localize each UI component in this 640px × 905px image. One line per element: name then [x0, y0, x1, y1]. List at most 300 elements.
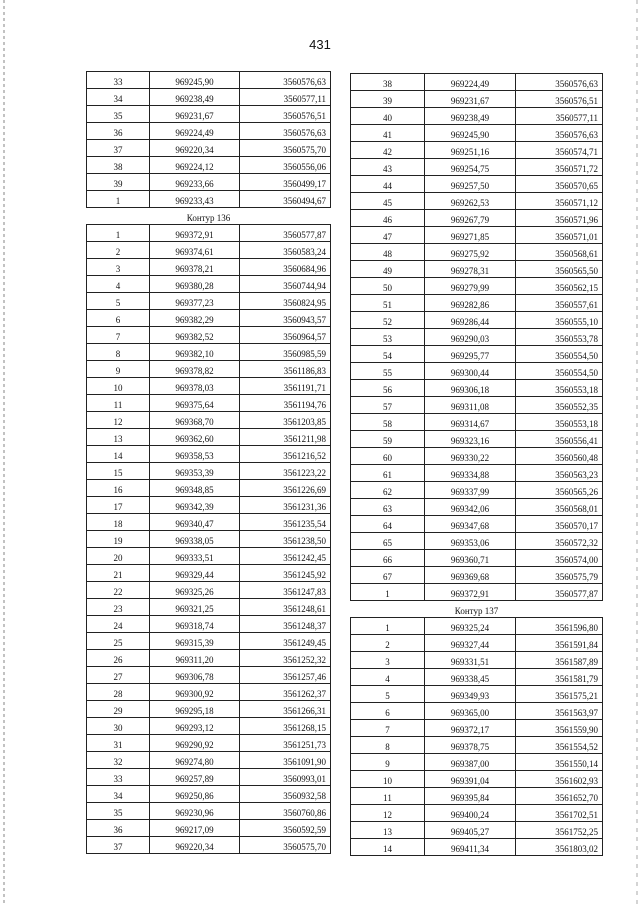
- x-coordinate-cell: 969380,28: [150, 276, 240, 293]
- point-number-cell: 33: [87, 72, 150, 89]
- coordinate-row: [87, 310, 331, 327]
- x-coordinate-cell: 969233,66: [150, 174, 240, 191]
- x-coordinate-cell: 969353,39: [150, 463, 240, 480]
- coordinate-row: [351, 652, 603, 669]
- x-coordinate-cell: 969318,74: [150, 616, 240, 633]
- point-number-cell: 1: [87, 191, 150, 208]
- coordinate-row: [87, 701, 331, 718]
- y-coordinate-cell: 3560576,63: [516, 74, 603, 91]
- coordinate-row: [351, 618, 603, 635]
- y-coordinate-cell: 3560565,26: [516, 482, 603, 499]
- point-number-cell: 37: [87, 837, 150, 854]
- x-coordinate-cell: 969262,53: [425, 193, 516, 210]
- y-coordinate-cell: 3561581,79: [516, 669, 603, 686]
- x-coordinate-cell: 969331,51: [425, 652, 516, 669]
- y-coordinate-cell: 3560576,63: [240, 123, 331, 140]
- y-coordinate-cell: 3561596,80: [516, 618, 603, 635]
- coordinate-row: [87, 769, 331, 786]
- point-number-cell: 16: [87, 480, 150, 497]
- coordinate-row: [351, 74, 603, 91]
- coordinates-table-right: [350, 73, 603, 856]
- y-coordinate-cell: 3561223,22: [240, 463, 331, 480]
- point-number-cell: 67: [351, 567, 425, 584]
- coordinate-row: [87, 446, 331, 463]
- coordinate-row: [87, 599, 331, 616]
- coordinate-row: [87, 106, 331, 123]
- y-coordinate-cell: 3560563,23: [516, 465, 603, 482]
- point-number-cell: 41: [351, 125, 425, 142]
- y-coordinate-cell: 3561248,37: [240, 616, 331, 633]
- y-coordinate-cell: 3560568,61: [516, 244, 603, 261]
- point-number-cell: 4: [87, 276, 150, 293]
- coordinate-row: [351, 482, 603, 499]
- point-number-cell: 54: [351, 346, 425, 363]
- coordinate-row: [87, 140, 331, 157]
- y-coordinate-cell: 3560553,18: [516, 414, 603, 431]
- y-coordinate-cell: 3561591,84: [516, 635, 603, 652]
- coordinate-row: [351, 346, 603, 363]
- point-number-cell: 21: [87, 565, 150, 582]
- x-coordinate-cell: 969329,44: [150, 565, 240, 582]
- y-coordinate-cell: 3561575,21: [516, 686, 603, 703]
- y-coordinate-cell: 3560575,70: [240, 837, 331, 854]
- point-number-cell: 15: [87, 463, 150, 480]
- point-number-cell: 37: [87, 140, 150, 157]
- x-coordinate-cell: 969300,44: [425, 363, 516, 380]
- x-coordinate-cell: 969230,96: [150, 803, 240, 820]
- contour-heading-row: [87, 208, 331, 225]
- x-coordinate-cell: 969330,22: [425, 448, 516, 465]
- point-number-cell: 33: [87, 769, 150, 786]
- x-coordinate-cell: 969325,26: [150, 582, 240, 599]
- point-number-cell: 61: [351, 465, 425, 482]
- coordinate-row: [351, 227, 603, 244]
- coordinate-row: [87, 327, 331, 344]
- coordinate-row: [351, 533, 603, 550]
- coordinate-row: [87, 667, 331, 684]
- x-coordinate-cell: 969311,08: [425, 397, 516, 414]
- y-coordinate-cell: 3560577,87: [516, 584, 603, 601]
- coordinate-row: [87, 174, 331, 191]
- coordinate-row: [87, 123, 331, 140]
- point-number-cell: 8: [351, 737, 425, 754]
- scan-edge-right: [636, 0, 638, 905]
- scan-edge-left: [3, 0, 5, 905]
- coordinate-row: [351, 499, 603, 516]
- y-coordinate-cell: 3560576,51: [240, 106, 331, 123]
- point-number-cell: 29: [87, 701, 150, 718]
- coordinate-row: [351, 380, 603, 397]
- point-number-cell: 13: [351, 822, 425, 839]
- y-coordinate-cell: 3560575,79: [516, 567, 603, 584]
- point-number-cell: 56: [351, 380, 425, 397]
- coordinate-row: [87, 752, 331, 769]
- point-number-cell: 22: [87, 582, 150, 599]
- y-coordinate-cell: 3560571,12: [516, 193, 603, 210]
- coordinate-row: [351, 210, 603, 227]
- x-coordinate-cell: 969290,92: [150, 735, 240, 752]
- point-number-cell: 23: [87, 599, 150, 616]
- coordinate-row: [87, 820, 331, 837]
- coordinate-row: [351, 720, 603, 737]
- coordinate-row: [87, 395, 331, 412]
- point-number-cell: 1: [351, 618, 425, 635]
- x-coordinate-cell: 969314,67: [425, 414, 516, 431]
- coordinate-row: [351, 261, 603, 278]
- x-coordinate-cell: 969334,88: [425, 465, 516, 482]
- point-number-cell: 10: [351, 771, 425, 788]
- y-coordinate-cell: 3560570,65: [516, 176, 603, 193]
- x-coordinate-cell: 969362,60: [150, 429, 240, 446]
- y-coordinate-cell: 3561248,61: [240, 599, 331, 616]
- x-coordinate-cell: 969233,43: [150, 191, 240, 208]
- y-coordinate-cell: 3561211,98: [240, 429, 331, 446]
- y-coordinate-cell: 3560576,63: [516, 125, 603, 142]
- x-coordinate-cell: 969231,67: [425, 91, 516, 108]
- point-number-cell: 19: [87, 531, 150, 548]
- x-coordinate-cell: 969257,89: [150, 769, 240, 786]
- y-coordinate-cell: 3560565,50: [516, 261, 603, 278]
- y-coordinate-cell: 3561268,15: [240, 718, 331, 735]
- x-coordinate-cell: 969382,10: [150, 344, 240, 361]
- coordinate-row: [351, 465, 603, 482]
- y-coordinate-cell: 3561231,36: [240, 497, 331, 514]
- coordinate-row: [87, 293, 331, 310]
- coordinate-row: [351, 584, 603, 601]
- point-number-cell: 11: [87, 395, 150, 412]
- point-number-cell: 42: [351, 142, 425, 159]
- x-coordinate-cell: 969349,93: [425, 686, 516, 703]
- x-coordinate-cell: 969391,04: [425, 771, 516, 788]
- point-number-cell: 36: [87, 123, 150, 140]
- point-number-cell: 17: [87, 497, 150, 514]
- x-coordinate-cell: 969224,49: [150, 123, 240, 140]
- point-number-cell: 39: [87, 174, 150, 191]
- x-coordinate-cell: 969286,44: [425, 312, 516, 329]
- y-coordinate-cell: 3561226,69: [240, 480, 331, 497]
- y-coordinate-cell: 3560557,61: [516, 295, 603, 312]
- y-coordinate-cell: 3560574,00: [516, 550, 603, 567]
- point-number-cell: 57: [351, 397, 425, 414]
- point-number-cell: 35: [87, 803, 150, 820]
- coordinate-row: [351, 108, 603, 125]
- point-number-cell: 3: [351, 652, 425, 669]
- x-coordinate-cell: 969382,52: [150, 327, 240, 344]
- coordinate-row: [87, 684, 331, 701]
- point-number-cell: 1: [351, 584, 425, 601]
- point-number-cell: 51: [351, 295, 425, 312]
- y-coordinate-cell: 3560576,63: [240, 72, 331, 89]
- x-coordinate-cell: 969395,84: [425, 788, 516, 805]
- coordinate-row: [351, 567, 603, 584]
- x-coordinate-cell: 969224,12: [150, 157, 240, 174]
- point-number-cell: 4: [351, 669, 425, 686]
- coordinate-row: [351, 91, 603, 108]
- coordinate-row: [87, 361, 331, 378]
- coordinate-row: [351, 159, 603, 176]
- coordinate-row: [351, 550, 603, 567]
- coordinate-row: [87, 514, 331, 531]
- coordinate-row: [87, 650, 331, 667]
- y-coordinate-cell: 3560760,86: [240, 803, 331, 820]
- x-coordinate-cell: 969411,34: [425, 839, 516, 856]
- x-coordinate-cell: 969387,00: [425, 754, 516, 771]
- y-coordinate-cell: 3560574,71: [516, 142, 603, 159]
- point-number-cell: 7: [351, 720, 425, 737]
- x-coordinate-cell: 969290,03: [425, 329, 516, 346]
- y-coordinate-cell: 3560554,50: [516, 363, 603, 380]
- point-number-cell: 10: [87, 378, 150, 395]
- x-coordinate-cell: 969245,90: [150, 72, 240, 89]
- point-number-cell: 45: [351, 193, 425, 210]
- y-coordinate-cell: 3561554,52: [516, 737, 603, 754]
- x-coordinate-cell: 969325,24: [425, 618, 516, 635]
- point-number-cell: 5: [87, 293, 150, 310]
- x-coordinate-cell: 969400,24: [425, 805, 516, 822]
- y-coordinate-cell: 3561238,50: [240, 531, 331, 548]
- point-number-cell: 12: [351, 805, 425, 822]
- point-number-cell: 65: [351, 533, 425, 550]
- coordinate-row: [87, 344, 331, 361]
- y-coordinate-cell: 3560499,17: [240, 174, 331, 191]
- x-coordinate-cell: 969338,45: [425, 669, 516, 686]
- coordinate-row: [87, 429, 331, 446]
- y-coordinate-cell: 3560943,57: [240, 310, 331, 327]
- point-number-cell: 39: [351, 91, 425, 108]
- y-coordinate-cell: 3560583,24: [240, 242, 331, 259]
- y-coordinate-cell: 3561251,73: [240, 735, 331, 752]
- contour-heading-row: [351, 601, 603, 618]
- coordinate-row: [87, 72, 331, 89]
- coordinate-row: [87, 412, 331, 429]
- x-coordinate-cell: 969338,05: [150, 531, 240, 548]
- x-coordinate-cell: 969271,85: [425, 227, 516, 244]
- coordinate-row: [87, 497, 331, 514]
- coordinate-row: [351, 805, 603, 822]
- point-number-cell: 7: [87, 327, 150, 344]
- x-coordinate-cell: 969333,51: [150, 548, 240, 565]
- point-number-cell: 38: [87, 157, 150, 174]
- coordinate-row: [87, 837, 331, 854]
- point-number-cell: 38: [351, 74, 425, 91]
- x-coordinate-cell: 969306,78: [150, 667, 240, 684]
- point-number-cell: 28: [87, 684, 150, 701]
- x-coordinate-cell: 969372,91: [150, 225, 240, 242]
- point-number-cell: 6: [351, 703, 425, 720]
- point-number-cell: 55: [351, 363, 425, 380]
- x-coordinate-cell: 969378,21: [150, 259, 240, 276]
- point-number-cell: 58: [351, 414, 425, 431]
- point-number-cell: 13: [87, 429, 150, 446]
- x-coordinate-cell: 969275,92: [425, 244, 516, 261]
- y-coordinate-cell: 3560572,32: [516, 533, 603, 550]
- coordinate-row: [87, 582, 331, 599]
- y-coordinate-cell: 3560554,50: [516, 346, 603, 363]
- page-number: 431: [309, 37, 331, 52]
- point-number-cell: 2: [351, 635, 425, 652]
- y-coordinate-cell: 3561235,54: [240, 514, 331, 531]
- coordinate-row: [87, 531, 331, 548]
- x-coordinate-cell: 969220,34: [150, 140, 240, 157]
- y-coordinate-cell: 3561186,83: [240, 361, 331, 378]
- y-coordinate-cell: 3560560,48: [516, 448, 603, 465]
- x-coordinate-cell: 969382,29: [150, 310, 240, 327]
- point-number-cell: 6: [87, 310, 150, 327]
- coordinate-row: [87, 89, 331, 106]
- x-coordinate-cell: 969224,49: [425, 74, 516, 91]
- y-coordinate-cell: 3561550,14: [516, 754, 603, 771]
- y-coordinate-cell: 3561563,97: [516, 703, 603, 720]
- point-number-cell: 9: [351, 754, 425, 771]
- coordinate-row: [87, 718, 331, 735]
- x-coordinate-cell: 969342,39: [150, 497, 240, 514]
- coordinate-row: [87, 786, 331, 803]
- y-coordinate-cell: 3561587,89: [516, 652, 603, 669]
- x-coordinate-cell: 969323,16: [425, 431, 516, 448]
- point-number-cell: 35: [87, 106, 150, 123]
- point-number-cell: 30: [87, 718, 150, 735]
- y-coordinate-cell: 3560684,96: [240, 259, 331, 276]
- coordinate-row: [351, 737, 603, 754]
- x-coordinate-cell: 969340,47: [150, 514, 240, 531]
- y-coordinate-cell: 3561194,76: [240, 395, 331, 412]
- coordinate-row: [351, 329, 603, 346]
- y-coordinate-cell: 3561249,45: [240, 633, 331, 650]
- coordinate-row: [351, 176, 603, 193]
- x-coordinate-cell: 969217,09: [150, 820, 240, 837]
- x-coordinate-cell: 969282,86: [425, 295, 516, 312]
- y-coordinate-cell: 3560571,96: [516, 210, 603, 227]
- y-coordinate-cell: 3560568,01: [516, 499, 603, 516]
- y-coordinate-cell: 3560555,10: [516, 312, 603, 329]
- y-coordinate-cell: 3561652,70: [516, 788, 603, 805]
- coordinate-row: [87, 242, 331, 259]
- y-coordinate-cell: 3560744,94: [240, 276, 331, 293]
- coordinate-row: [351, 669, 603, 686]
- y-coordinate-cell: 3561257,46: [240, 667, 331, 684]
- y-coordinate-cell: 3560494,67: [240, 191, 331, 208]
- x-coordinate-cell: 969372,17: [425, 720, 516, 737]
- point-number-cell: 44: [351, 176, 425, 193]
- y-coordinate-cell: 3561602,93: [516, 771, 603, 788]
- y-coordinate-cell: 3561245,92: [240, 565, 331, 582]
- point-number-cell: 14: [351, 839, 425, 856]
- coordinate-row: [351, 448, 603, 465]
- point-number-cell: 63: [351, 499, 425, 516]
- point-number-cell: 3: [87, 259, 150, 276]
- y-coordinate-cell: 3561559,90: [516, 720, 603, 737]
- y-coordinate-cell: 3560571,72: [516, 159, 603, 176]
- x-coordinate-cell: 969342,06: [425, 499, 516, 516]
- coordinate-row: [351, 703, 603, 720]
- coordinate-row: [87, 463, 331, 480]
- point-number-cell: 49: [351, 261, 425, 278]
- x-coordinate-cell: 969251,16: [425, 142, 516, 159]
- coordinate-row: [351, 278, 603, 295]
- x-coordinate-cell: 969358,53: [150, 446, 240, 463]
- y-coordinate-cell: 3561702,51: [516, 805, 603, 822]
- coordinate-row: [351, 244, 603, 261]
- y-coordinate-cell: 3560577,87: [240, 225, 331, 242]
- x-coordinate-cell: 969365,00: [425, 703, 516, 720]
- point-number-cell: 5: [351, 686, 425, 703]
- x-coordinate-cell: 969306,18: [425, 380, 516, 397]
- coordinate-row: [87, 548, 331, 565]
- coordinate-row: [87, 633, 331, 650]
- point-number-cell: 9: [87, 361, 150, 378]
- coordinate-row: [87, 565, 331, 582]
- y-coordinate-cell: 3560553,78: [516, 329, 603, 346]
- coordinate-row: [351, 431, 603, 448]
- x-coordinate-cell: 969250,86: [150, 786, 240, 803]
- coordinate-row: [351, 397, 603, 414]
- point-number-cell: 24: [87, 616, 150, 633]
- x-coordinate-cell: 969337,99: [425, 482, 516, 499]
- y-coordinate-cell: 3561203,85: [240, 412, 331, 429]
- coordinate-row: [351, 516, 603, 533]
- contour-heading: Контур 137: [351, 601, 603, 618]
- point-number-cell: 34: [87, 89, 150, 106]
- y-coordinate-cell: 3560576,51: [516, 91, 603, 108]
- x-coordinate-cell: 969278,31: [425, 261, 516, 278]
- y-coordinate-cell: 3561252,32: [240, 650, 331, 667]
- coordinate-row: [87, 225, 331, 242]
- x-coordinate-cell: 969378,75: [425, 737, 516, 754]
- coordinate-row: [351, 312, 603, 329]
- point-number-cell: 12: [87, 412, 150, 429]
- coordinate-row: [87, 616, 331, 633]
- x-coordinate-cell: 969254,75: [425, 159, 516, 176]
- y-coordinate-cell: 3560553,18: [516, 380, 603, 397]
- y-coordinate-cell: 3561091,90: [240, 752, 331, 769]
- point-number-cell: 31: [87, 735, 150, 752]
- y-coordinate-cell: 3560552,35: [516, 397, 603, 414]
- point-number-cell: 1: [87, 225, 150, 242]
- y-coordinate-cell: 3560824,95: [240, 293, 331, 310]
- point-number-cell: 34: [87, 786, 150, 803]
- y-coordinate-cell: 3560577,11: [516, 108, 603, 125]
- y-coordinate-cell: 3561216,52: [240, 446, 331, 463]
- x-coordinate-cell: 969295,77: [425, 346, 516, 363]
- x-coordinate-cell: 969378,82: [150, 361, 240, 378]
- coordinate-row: [87, 157, 331, 174]
- coordinate-row: [351, 686, 603, 703]
- x-coordinate-cell: 969377,23: [150, 293, 240, 310]
- coordinate-row: [351, 754, 603, 771]
- x-coordinate-cell: 969374,61: [150, 242, 240, 259]
- x-coordinate-cell: 969238,49: [425, 108, 516, 125]
- coordinate-row: [351, 363, 603, 380]
- coordinate-row: [87, 803, 331, 820]
- y-coordinate-cell: 3560562,15: [516, 278, 603, 295]
- y-coordinate-cell: 3560577,11: [240, 89, 331, 106]
- x-coordinate-cell: 969378,03: [150, 378, 240, 395]
- y-coordinate-cell: 3560932,58: [240, 786, 331, 803]
- coordinate-row: [351, 125, 603, 142]
- coordinate-row: [351, 414, 603, 431]
- y-coordinate-cell: 3561242,45: [240, 548, 331, 565]
- x-coordinate-cell: 969311,20: [150, 650, 240, 667]
- point-number-cell: 27: [87, 667, 150, 684]
- x-coordinate-cell: 969274,80: [150, 752, 240, 769]
- x-coordinate-cell: 969369,68: [425, 567, 516, 584]
- point-number-cell: 43: [351, 159, 425, 176]
- point-number-cell: 32: [87, 752, 150, 769]
- point-number-cell: 40: [351, 108, 425, 125]
- x-coordinate-cell: 969245,90: [425, 125, 516, 142]
- x-coordinate-cell: 969375,64: [150, 395, 240, 412]
- coordinate-row: [351, 771, 603, 788]
